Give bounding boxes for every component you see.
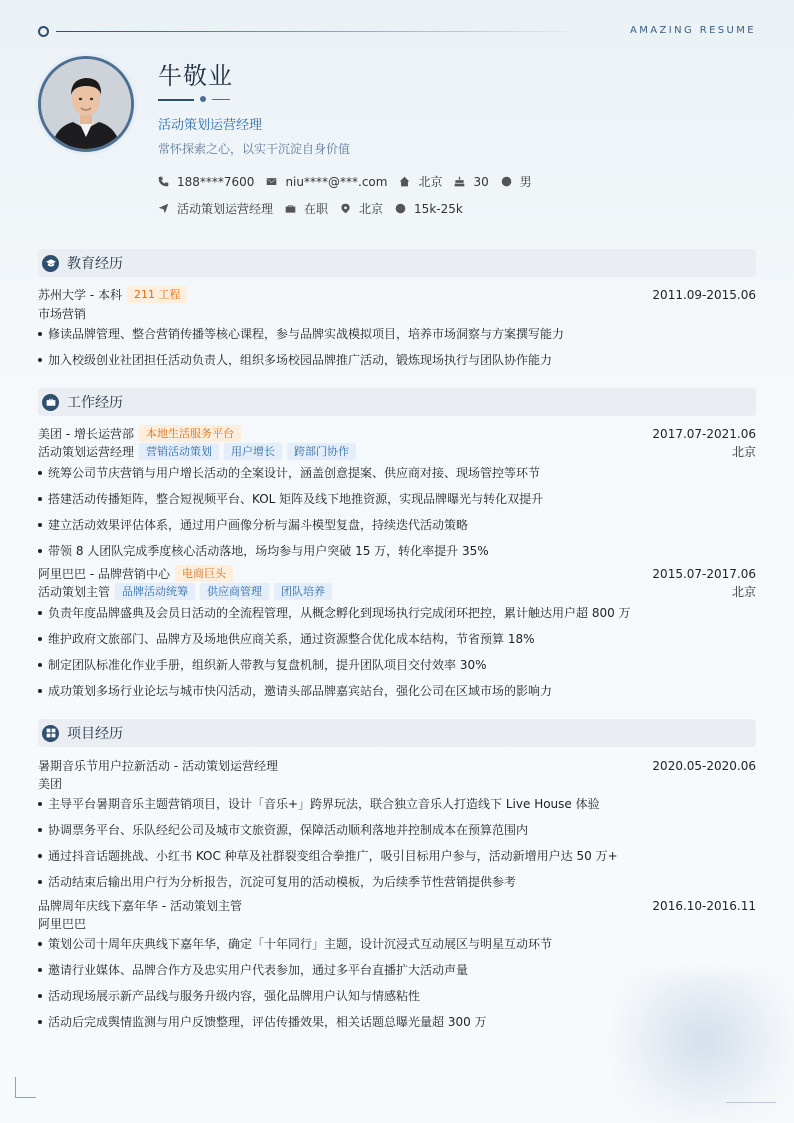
projects-section-header	[38, 719, 756, 747]
candidate-name: 牛敬业	[158, 62, 233, 90]
mail-icon	[266, 176, 277, 187]
graduation-cap-icon	[46, 258, 56, 268]
work-period: 2015.07-2017.06	[652, 566, 756, 581]
phone-icon	[158, 176, 169, 187]
school-tag: 211 工程	[127, 286, 188, 303]
company: 阿里巴巴 - 品牌营销中心	[38, 567, 170, 581]
project-bullet: 活动后完成舆情监测与用户反馈整理，评估传播效果，相关话题总曝光量超 300 万	[38, 1013, 756, 1030]
work-section-header	[38, 388, 756, 416]
skill-tag: 营销活动策划	[139, 443, 219, 460]
project-header	[38, 897, 756, 914]
company-tag: 电商巨头	[175, 565, 233, 582]
major: 市场营销	[38, 307, 87, 321]
gender-text: 男	[519, 175, 532, 189]
company-tag: 本地生活服务平台	[139, 425, 241, 442]
skill-tag: 品牌活动统筹	[115, 583, 195, 600]
background-blur-decoration	[614, 972, 794, 1123]
work-bullet: 搭建活动传播矩阵，整合短视频平台、KOL 矩阵及线下地推资源，实现品牌曝光与转化双提升	[38, 490, 756, 507]
cake-icon	[454, 176, 465, 187]
target-role-text: 活动策划运营经理	[177, 202, 274, 216]
home-icon	[399, 176, 410, 187]
location-pin-icon	[340, 203, 351, 214]
avatar	[38, 56, 134, 152]
education-bullet: 加入校级创业社团担任活动负责人，组织多场校园品牌推广活动，锻炼现场执行与团队协作能力	[38, 351, 756, 368]
skill-tag: 供应商管理	[200, 583, 269, 600]
work-period: 2017.07-2021.06	[652, 426, 756, 441]
role: 活动策划主管	[38, 585, 111, 599]
salary-text: 15k-25k	[414, 201, 463, 216]
project-bullet: 邀请行业媒体、品牌合作方及忠实用户代表参加，通过多平台直播扩大活动声量	[38, 961, 756, 978]
work-bullet: 制定团队标准化作业手册，组织新人带教与复盘机制，提升团队项目交付效率 30%	[38, 656, 756, 673]
project-name: 品牌周年庆线下嘉年华 - 活动策划主管	[38, 899, 242, 913]
job-title: 活动策划运营经理	[158, 118, 263, 133]
section-title: 教育经历	[67, 256, 123, 272]
work-bullet: 建立活动效果评估体系，通过用户画像分析与漏斗模型复盘，持续迭代活动策略	[38, 516, 756, 533]
top-decoration	[38, 26, 558, 36]
brand-label: AMAZING RESUME	[630, 25, 756, 36]
send-icon	[158, 203, 169, 214]
section-title: 工作经历	[67, 395, 123, 411]
project-org: 阿里巴巴	[38, 917, 87, 931]
skill-tag: 跨部门协作	[287, 443, 356, 460]
work-location: 北京	[731, 445, 756, 459]
work-bullet: 负责年度品牌盛典及会员日活动的全流程管理，从概念孵化到现场执行完成闭环把控，累计触达用户超 800 万	[38, 604, 756, 621]
intent-row	[158, 200, 475, 217]
project-period: 2016.10-2016.11	[652, 898, 756, 913]
work-company-row	[38, 425, 756, 442]
work-bullet: 带领 8 人团队完成季度核心活动落地，场均参与用户突破 15 万，转化率提升 35%	[38, 542, 756, 559]
contact-row	[158, 173, 544, 190]
section-title: 项目经历	[67, 726, 123, 742]
project-bullet: 策划公司十周年庆典线下嘉年华，确定「十年同行」主题，设计沉浸式互动展区与明星互动环节	[38, 935, 756, 952]
motto: 常怀探索之心，以实干沉淀自身价值	[158, 142, 351, 156]
briefcase-icon	[285, 203, 296, 214]
work-role-row	[38, 583, 756, 600]
gender-icon	[501, 176, 512, 187]
bottom-line-decoration	[726, 1102, 776, 1103]
project-bullet: 活动结束后输出用户行为分析报告，沉淀可复用的活动模板，为后续季节性营销提供参考	[38, 873, 756, 890]
project-org: 美团	[38, 777, 63, 791]
age-text: 30	[473, 174, 489, 189]
company: 美团 - 增长运营部	[38, 427, 134, 441]
grid-icon	[46, 728, 56, 738]
skill-tag: 用户增长	[224, 443, 282, 460]
school: 苏州大学 - 本科	[38, 288, 122, 302]
role: 活动策划运营经理	[38, 445, 135, 459]
project-header	[38, 757, 756, 774]
project-bullet: 活动现场展示新产品线与服务升级内容，强化品牌用户认知与情感粘性	[38, 987, 756, 1004]
work-bullet: 维护政府文旅部门、品牌方及场地供应商关系，通过资源整合优化成本结构，节省预算 18%	[38, 630, 756, 647]
project-bullet: 协调票务平台、乐队经纪公司及城市文旅资源，保障活动顺利落地并控制成本在预算范围内	[38, 821, 756, 838]
briefcase-icon	[46, 397, 56, 407]
project-name: 暑期音乐节用户拉新活动 - 活动策划运营经理	[38, 759, 278, 773]
status-text: 在职	[304, 202, 329, 216]
education-header	[38, 286, 756, 303]
target-city-text: 北京	[359, 202, 384, 216]
education-bullet: 修读品牌管理、整合营销传播等核心课程，参与品牌实战模拟项目，培养市场洞察与方案撰写能力	[38, 325, 756, 342]
education-section-header	[38, 249, 756, 277]
work-bullet: 成功策划多场行业论坛与城市快闪活动，邀请头部品牌嘉宾站台，强化公司在区域市场的影响力	[38, 682, 756, 699]
work-bullet: 统筹公司节庆营销与用户增长活动的全案设计，涵盖创意提案、供应商对接、现场管控等环节	[38, 464, 756, 481]
project-bullet: 主导平台暑期音乐主题营销项目，设计「音乐+」跨界玩法，联合独立音乐人打造线下 Live House 体验	[38, 795, 756, 812]
project-period: 2020.05-2020.06	[652, 758, 756, 773]
education-period: 2011.09-2015.06	[652, 287, 756, 302]
email-text: niu****@***.com	[285, 174, 388, 189]
city-text: 北京	[418, 175, 443, 189]
phone-text: 188****7600	[177, 174, 255, 189]
project-bullet: 通过抖音话题挑战、小红书 KOC 种草及社群裂变组合拳推广，吸引目标用户参与，活动新增用户达 50 万+	[38, 847, 756, 864]
skill-tag: 团队培养	[274, 583, 332, 600]
work-location: 北京	[731, 585, 756, 599]
money-icon	[395, 203, 406, 214]
work-company-row	[38, 565, 756, 582]
corner-decoration	[15, 1077, 36, 1098]
name-underline-decoration	[158, 96, 238, 104]
work-role-row	[38, 443, 756, 460]
